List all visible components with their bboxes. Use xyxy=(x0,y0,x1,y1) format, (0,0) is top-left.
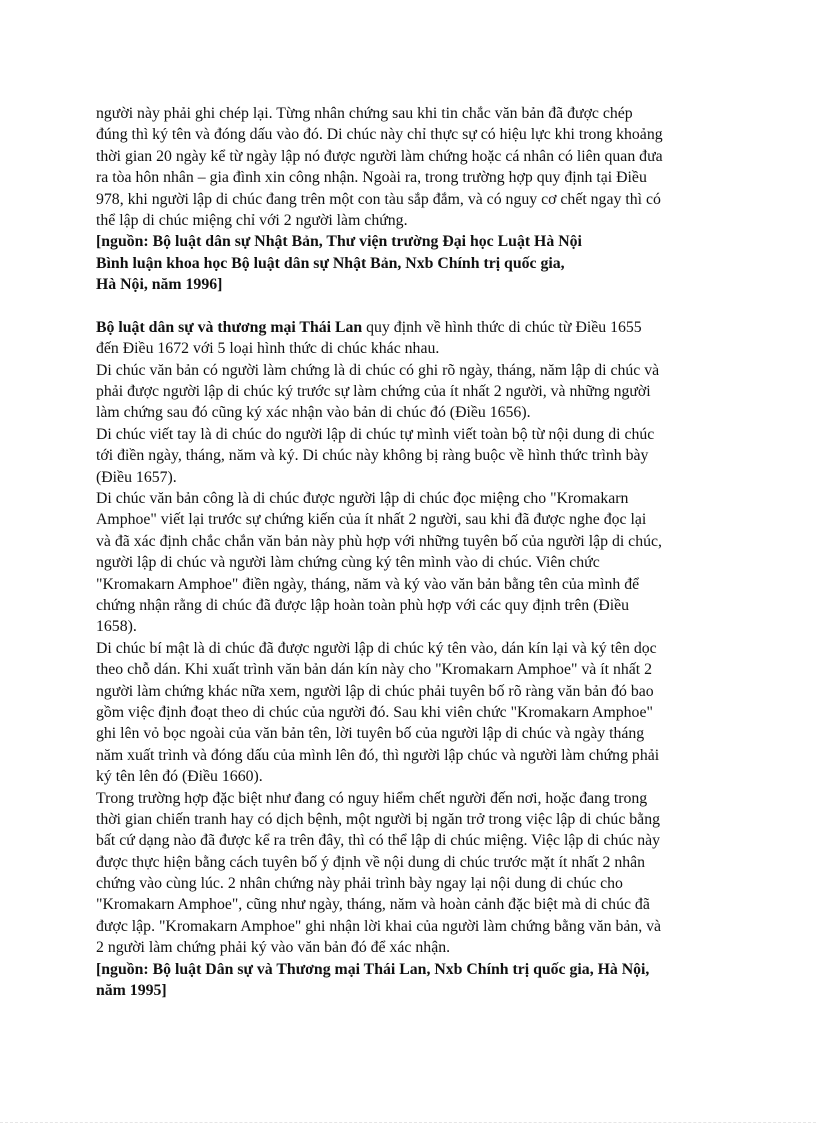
text-line: ra tòa hôn nhân – gia đình xin công nhận. Ngoài ra, trong trường hợp quy định tại Điều xyxy=(96,169,647,187)
thai-code-title: Bộ luật dân sự và thương mại Thái Lan xyxy=(96,318,363,336)
text-line: phải được người lập di chúc ký trước sự làm chứng của ít nhất 2 người, và những người xyxy=(96,383,651,401)
intro-text: quy định về hình thức di chúc từ Điều 1655 xyxy=(362,318,642,336)
text-line: người làm chứng khác nữa xem, người lập di chúc phải tuyên bố rõ ràng văn bản đó bao xyxy=(96,682,654,700)
text-line: làm chứng sau đó cũng ký xác nhận vào bản di chúc đó (Điều 1656). xyxy=(96,404,531,422)
text-line: ghi lên vỏ bọc ngoài của văn bản tên, lời tuyên bố của người lập di chúc và ngày tháng xyxy=(96,725,645,743)
text-line: 978, khi người lập di chúc đang trên một con tàu sắp đắm, và có nguy cơ chết ngay thì có xyxy=(96,190,661,208)
text-line: người này phải ghi chép lại. Từng nhân chứng sau khi tin chắc văn bản đã được chép xyxy=(96,105,633,122)
citation-line: Bình luận khoa học Bộ luật dân sự Nhật Bản, Nxb Chính trị quốc gia, xyxy=(96,254,565,272)
paragraph-japan-oral-will xyxy=(96,103,724,231)
source-citation-japan xyxy=(96,231,724,295)
text-line: chứng nhận rằng di chúc đã được lập hoàn toàn phù hợp với các quy định trên (Điều xyxy=(96,596,630,614)
text-line: đúng thì ký tên và đóng dấu vào đó. Di chúc này chỉ thực sự có hiệu lực khi trong khoảng xyxy=(96,126,663,144)
text-line: bất cứ dạng nào đã được kể ra trên đây, thì có thể lập di chúc miệng. Việc lập di chúc này xyxy=(96,832,661,850)
text-line: chứng vào cùng lúc. 2 nhân chứng này phải trình bày ngay lại nội dung di chúc cho xyxy=(96,875,623,893)
text-line: "Kromakarn Amphoe" điền ngày, tháng, năm và ký vào văn bản bằng tên của mình để xyxy=(96,575,640,593)
paragraph-spacer xyxy=(96,296,724,317)
text-line: được thực hiện bằng cách tuyên bố ý định về nội dung di chúc trước mặt ít nhất 2 nhân xyxy=(96,853,646,871)
text-line: thời gian chiến tranh hay có dịch bệnh, một người bị ngăn trở trong việc lập di chúc bằng xyxy=(96,810,660,828)
text-line: năm xuất trình và đóng dấu của mình lên đó, thì người lập chúc và người làm chứng phải xyxy=(96,746,660,764)
text-line: thể lập di chúc miệng chỉ với 2 người làm chứng. xyxy=(96,211,408,229)
citation-line: Hà Nội, năm 1996] xyxy=(96,276,223,294)
citation-line: năm 1995] xyxy=(96,982,167,1000)
text-line: 1658). xyxy=(96,618,137,636)
document-body xyxy=(96,103,724,1001)
citation-line: [nguồn: Bộ luật dân sự Nhật Bản, Thư viện trường Đại học Luật Hà Nội xyxy=(96,233,582,251)
intro-line xyxy=(96,317,724,338)
paragraph-thailand-will-types xyxy=(96,360,724,959)
text-line: "Kromakarn Amphoe", cũng như ngày, tháng, năm và hoàn cảnh đặc biệt mà di chúc đã xyxy=(96,896,650,914)
text-line: (Điều 1657). xyxy=(96,468,177,486)
text-line: thời gian 20 ngày kể từ ngày lập nó được người làm chứng hoặc cá nhân có liên quan đưa xyxy=(96,147,663,165)
text-line: Di chúc bí mật là di chúc đã được người lập di chúc ký tên vào, dán kín lại và ký tên dọc xyxy=(96,639,657,657)
text-line: theo chỗ dán. Khi xuất trình văn bản dán kín này cho "Kromakarn Amphoe" và ít nhất 2 xyxy=(96,661,652,679)
source-citation-thailand xyxy=(96,959,724,1002)
text-line: được lập. "Kromakarn Amphoe" ghi nhận lời khai của người làm chứng bằng văn bản, và xyxy=(96,917,662,935)
text-line: tới điền ngày, tháng, năm và ký. Di chúc này không bị ràng buộc về hình thức trình bày xyxy=(96,447,649,465)
text-line: Di chúc văn bản có người làm chứng là di chúc có ghi rõ ngày, tháng, năm lập di chúc và xyxy=(96,361,660,379)
text-line: Amphoe" viết lại trước sự chứng kiến của ít nhất 2 người, sau khi đã được nghe đọc lại xyxy=(96,511,647,529)
text-line: Trong trường hợp đặc biệt như đang có nguy hiểm chết người đến nơi, hoặc đang trong xyxy=(96,789,648,807)
text-line: ký tên lên đó (Điều 1660). xyxy=(96,768,263,786)
text-line: 2 người làm chứng phải ký vào văn bản đó để xác nhận. xyxy=(96,939,451,957)
text-line: Di chúc viết tay là di chúc do người lập di chúc tự mình viết toàn bộ từ nội dung di chúc xyxy=(96,425,655,443)
text-line: Di chúc văn bản công là di chúc được người lập di chúc đọc miệng cho "Kromakarn xyxy=(96,490,629,508)
citation-line: [nguồn: Bộ luật Dân sự và Thương mại Thái Lan, Nxb Chính trị quốc gia, Hà Nội, xyxy=(96,960,650,978)
text-line: đến Điều 1672 với 5 loại hình thức di chúc khác nhau. xyxy=(96,340,440,358)
text-line: và đã xác định chắc chắn văn bản này phù hợp với những tuyên bố của người lập di chúc, xyxy=(96,532,662,550)
text-line: người lập di chúc và người làm chứng cùng ký tên mình vào di chúc. Viên chức xyxy=(96,554,600,572)
paragraph-thailand-intro xyxy=(96,317,724,360)
text-line: gồm việc định đoạt theo di chúc của người đó. Sau khi viên chức "Kromakarn Amphoe" xyxy=(96,703,653,721)
